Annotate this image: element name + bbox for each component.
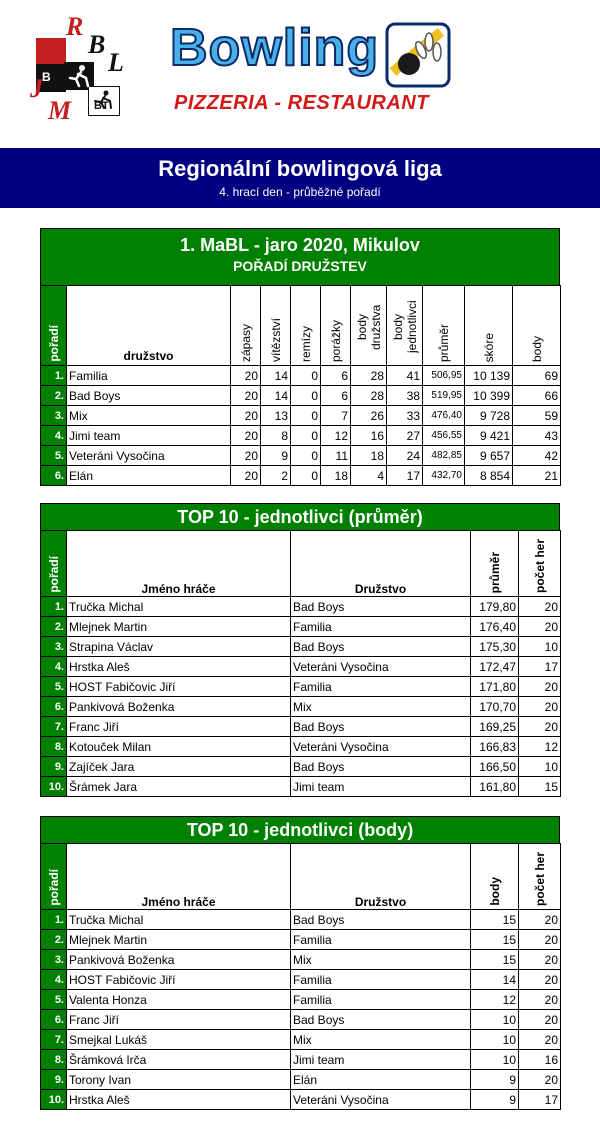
average-cell: 432,70 — [423, 466, 465, 486]
player-name-cell: HOST Fabičovic Jiří — [67, 677, 291, 697]
points-cell: 42 — [513, 446, 561, 466]
player-row — [41, 930, 561, 950]
player-row — [41, 1010, 561, 1030]
games-count-cell: 20 — [519, 1030, 561, 1050]
games-cell: 20 — [231, 426, 261, 446]
losses-cell: 7 — [321, 406, 351, 426]
top-points-rows — [41, 910, 561, 1110]
rank-cell: 1. — [41, 597, 67, 617]
games-count-cell: 17 — [519, 1090, 561, 1110]
team-name-cell: Veteráni Vysočina — [67, 446, 231, 466]
value-cell: 9 — [471, 1070, 519, 1090]
games-cell: 20 — [231, 386, 261, 406]
draws-cell: 0 — [291, 466, 321, 486]
wins-cell: 13 — [261, 406, 291, 426]
rank-header — [41, 531, 67, 597]
player-row — [41, 637, 561, 657]
team-cell: Bad Boys — [291, 637, 471, 657]
player-row — [41, 1050, 561, 1070]
average-header — [423, 286, 465, 366]
bowling-pizzeria-logo — [170, 20, 460, 120]
wins-cell: 14 — [261, 366, 291, 386]
score-cell: 9 421 — [465, 426, 513, 446]
value-cell: 166,50 — [471, 757, 519, 777]
individual-points-cell: 33 — [387, 406, 423, 426]
points-header — [471, 844, 519, 910]
team-name-cell: Bad Boys — [67, 386, 231, 406]
rank-cell: 9. — [41, 1070, 67, 1090]
header-logos — [0, 0, 600, 140]
score-cell: 9 657 — [465, 446, 513, 466]
games-count-header-text: počet her — [532, 538, 547, 593]
player-name-cell: Valenta Honza — [67, 990, 291, 1010]
top-points-header-row — [41, 844, 561, 910]
team-points-cell: 28 — [351, 386, 387, 406]
value-cell: 166,83 — [471, 737, 519, 757]
team-points-cell: 18 — [351, 446, 387, 466]
team-name-header-text: družstvo — [123, 349, 174, 363]
points-header — [513, 286, 561, 366]
individual-points-header — [387, 286, 423, 366]
player-row — [41, 717, 561, 737]
competition-title: 1. MaBL - jaro 2020, Mikulov — [180, 235, 420, 255]
team-cell: Veteráni Vysočina — [291, 737, 471, 757]
team-cell: Familia — [291, 990, 471, 1010]
rank-cell: 4. — [41, 426, 67, 446]
team-name-cell: Familia — [67, 366, 231, 386]
rank-cell: 4. — [41, 970, 67, 990]
team-header — [291, 844, 471, 910]
losses-header — [321, 286, 351, 366]
games-count-cell: 15 — [519, 777, 561, 797]
draws-cell: 0 — [291, 386, 321, 406]
player-name-cell: Hrstka Aleš — [67, 1090, 291, 1110]
average-header-text: průměr — [436, 323, 451, 362]
team-cell: Bad Boys — [291, 717, 471, 737]
team-standings-section — [40, 228, 560, 486]
pizzeria-restaurant-text: PIZZERIA - RESTAURANT — [174, 92, 429, 114]
value-cell: 10 — [471, 1030, 519, 1050]
individual-points-cell: 38 — [387, 386, 423, 406]
player-row — [41, 597, 561, 617]
score-cell: 9 728 — [465, 406, 513, 426]
games-count-cell: 16 — [519, 1050, 561, 1070]
average-header-text: průměr — [487, 551, 502, 593]
value-cell: 9 — [471, 1090, 519, 1110]
team-row — [41, 446, 561, 466]
player-row — [41, 1090, 561, 1110]
logo-letter-r: R — [66, 12, 84, 41]
team-name-cell: Mix — [67, 406, 231, 426]
games-cell: 20 — [231, 466, 261, 486]
rank-header-text: pořadí — [46, 869, 61, 906]
player-name-cell: Tručka Michal — [67, 910, 291, 930]
team-cell: Bad Boys — [291, 1010, 471, 1030]
player-name-header-text: Jméno hráče — [141, 582, 216, 596]
team-rows — [41, 366, 561, 486]
score-cell: 10 399 — [465, 386, 513, 406]
rank-cell: 1. — [41, 366, 67, 386]
rank-cell: 2. — [41, 930, 67, 950]
rank-cell: 9. — [41, 757, 67, 777]
games-count-cell: 20 — [519, 1010, 561, 1030]
player-name-cell: Zajíček Jara — [67, 757, 291, 777]
bowler-figure-icon — [66, 64, 92, 90]
rank-cell: 5. — [41, 446, 67, 466]
player-name-header — [67, 531, 291, 597]
losses-cell: 18 — [321, 466, 351, 486]
rank-cell: 3. — [41, 950, 67, 970]
individual-points-cell: 24 — [387, 446, 423, 466]
player-name-cell: Kotouček Milan — [67, 737, 291, 757]
player-name-cell: HOST Fabičovic Jiří — [67, 970, 291, 990]
team-cell: Familia — [291, 677, 471, 697]
player-row — [41, 990, 561, 1010]
rank-cell: 3. — [41, 637, 67, 657]
value-cell: 175,30 — [471, 637, 519, 657]
team-header-row — [41, 286, 561, 366]
rank-cell: 1. — [41, 910, 67, 930]
top-points-title: TOP 10 - jednotlivci (body) — [40, 816, 560, 843]
games-count-cell: 20 — [519, 677, 561, 697]
points-cell: 66 — [513, 386, 561, 406]
points-cell: 43 — [513, 426, 561, 446]
points-cell: 59 — [513, 406, 561, 426]
player-row — [41, 910, 561, 930]
rank-cell: 6. — [41, 697, 67, 717]
team-cell: Bad Boys — [291, 757, 471, 777]
team-row — [41, 406, 561, 426]
top-average-rows — [41, 597, 561, 797]
rank-cell: 8. — [41, 1050, 67, 1070]
team-points-cell: 4 — [351, 466, 387, 486]
value-cell: 171,80 — [471, 677, 519, 697]
player-row — [41, 777, 561, 797]
team-header-text: Družstvo — [354, 895, 407, 909]
games-count-cell: 20 — [519, 617, 561, 637]
games-count-cell: 20 — [519, 697, 561, 717]
rank-cell: 6. — [41, 466, 67, 486]
rank-cell: 2. — [41, 617, 67, 637]
rank-header — [41, 286, 67, 366]
games-count-cell: 20 — [519, 910, 561, 930]
losses-cell: 6 — [321, 386, 351, 406]
rank-cell: 7. — [41, 717, 67, 737]
games-header-text: zápasy — [238, 323, 253, 362]
losses-cell: 11 — [321, 446, 351, 466]
player-name-cell: Strapina Václav — [67, 637, 291, 657]
losses-cell: 12 — [321, 426, 351, 446]
games-count-header — [519, 531, 561, 597]
team-row — [41, 366, 561, 386]
points-cell: 21 — [513, 466, 561, 486]
league-banner — [0, 148, 600, 208]
player-name-cell: Pankivová Boženka — [67, 950, 291, 970]
individual-points-header-text: body jednotlivci — [390, 300, 419, 354]
draws-cell: 0 — [291, 406, 321, 426]
rbl-jm-logo — [30, 14, 130, 124]
games-cell: 20 — [231, 446, 261, 466]
rank-cell: 5. — [41, 677, 67, 697]
wins-header-text: vítězství — [268, 317, 283, 362]
games-cell: 20 — [231, 366, 261, 386]
value-cell: 176,40 — [471, 617, 519, 637]
player-name-header — [67, 844, 291, 910]
player-name-cell: Šrámková Irča — [67, 1050, 291, 1070]
games-count-cell: 17 — [519, 657, 561, 677]
value-cell: 10 — [471, 1010, 519, 1030]
team-cell: Familia — [291, 617, 471, 637]
value-cell: 10 — [471, 1050, 519, 1070]
team-cell: Mix — [291, 950, 471, 970]
player-row — [41, 1070, 561, 1090]
value-cell: 172,47 — [471, 657, 519, 677]
rank-cell: 8. — [41, 737, 67, 757]
individual-points-cell: 17 — [387, 466, 423, 486]
games-count-cell: 20 — [519, 950, 561, 970]
logo-letter-j: J — [30, 74, 43, 103]
losses-header-text: porážky — [328, 319, 343, 362]
games-cell: 20 — [231, 406, 261, 426]
team-cell: Jimi team — [291, 777, 471, 797]
team-cell: Veteráni Vysočina — [291, 1090, 471, 1110]
wins-header — [261, 286, 291, 366]
player-name-cell: Pankivová Boženka — [67, 697, 291, 717]
draws-header — [291, 286, 321, 366]
rank-cell: 4. — [41, 657, 67, 677]
score-header — [465, 286, 513, 366]
team-standings-subtitle: POŘADÍ DRUŽSTEV — [233, 258, 367, 274]
player-name-cell: Franc Jiří — [67, 1010, 291, 1030]
top-average-section — [40, 503, 560, 797]
rank-cell: 10. — [41, 1090, 67, 1110]
score-header-text: skóre — [481, 332, 496, 362]
average-cell: 519,95 — [423, 386, 465, 406]
draws-cell: 0 — [291, 426, 321, 446]
player-row — [41, 1030, 561, 1050]
player-row — [41, 617, 561, 637]
value-cell: 170,70 — [471, 697, 519, 717]
player-row — [41, 697, 561, 717]
player-name-cell: Mlejnek Martin — [67, 930, 291, 950]
logo-sub-b: B — [42, 70, 51, 84]
value-cell: 161,80 — [471, 777, 519, 797]
rank-cell: 5. — [41, 990, 67, 1010]
player-name-cell: Mlejnek Martin — [67, 617, 291, 637]
team-header-text: Družstvo — [354, 582, 407, 596]
team-points-cell: 16 — [351, 426, 387, 446]
individual-points-cell: 41 — [387, 366, 423, 386]
player-name-cell: Smejkal Lukáš — [67, 1030, 291, 1050]
team-cell: Elán — [291, 1070, 471, 1090]
team-row — [41, 466, 561, 486]
points-header-text: body — [529, 335, 544, 362]
logo-red-square — [36, 38, 66, 66]
team-name-cell: Elán — [67, 466, 231, 486]
player-name-header-text: Jméno hráče — [141, 895, 216, 909]
team-cell: Familia — [291, 930, 471, 950]
games-count-header — [519, 844, 561, 910]
player-name-cell: Hrstka Aleš — [67, 657, 291, 677]
rank-cell: 6. — [41, 1010, 67, 1030]
rank-cell: 7. — [41, 1030, 67, 1050]
wins-cell: 9 — [261, 446, 291, 466]
team-cell: Jimi team — [291, 1050, 471, 1070]
team-cell: Mix — [291, 1030, 471, 1050]
wins-cell: 2 — [261, 466, 291, 486]
value-cell: 14 — [471, 970, 519, 990]
player-row — [41, 950, 561, 970]
logo-letter-m: M — [48, 96, 72, 125]
player-name-cell: Tručka Michal — [67, 597, 291, 617]
league-subtitle: 4. hrací den - průběžné pořadí — [219, 185, 381, 199]
player-row — [41, 737, 561, 757]
team-row — [41, 386, 561, 406]
average-cell: 456,55 — [423, 426, 465, 446]
score-cell: 10 139 — [465, 366, 513, 386]
rank-header — [41, 844, 67, 910]
games-count-cell: 20 — [519, 970, 561, 990]
player-row — [41, 970, 561, 990]
player-row — [41, 757, 561, 777]
draws-header-text: remízy — [298, 326, 313, 362]
top-points-table — [40, 843, 561, 1110]
games-count-cell: 20 — [519, 717, 561, 737]
team-cell: Mix — [291, 697, 471, 717]
value-cell: 169,25 — [471, 717, 519, 737]
points-cell: 69 — [513, 366, 561, 386]
runner-figure-icon — [92, 90, 114, 110]
player-row — [41, 677, 561, 697]
bowling-pins-icon — [385, 22, 451, 88]
average-header — [471, 531, 519, 597]
value-cell: 15 — [471, 950, 519, 970]
top-average-table — [40, 530, 561, 797]
top-average-title: TOP 10 - jednotlivci (průměr) — [40, 503, 560, 530]
value-cell: 12 — [471, 990, 519, 1010]
games-count-cell: 12 — [519, 737, 561, 757]
games-count-cell: 10 — [519, 637, 561, 657]
player-name-cell: Torony Ivan — [67, 1070, 291, 1090]
team-name-cell: Jimi team — [67, 426, 231, 446]
team-cell: Familia — [291, 970, 471, 990]
team-header — [291, 531, 471, 597]
wins-cell: 14 — [261, 386, 291, 406]
value-cell: 179,80 — [471, 597, 519, 617]
logo-letter-l: L — [108, 48, 124, 77]
team-points-header — [351, 286, 387, 366]
individual-points-cell: 27 — [387, 426, 423, 446]
average-cell: 476,40 — [423, 406, 465, 426]
wins-cell: 8 — [261, 426, 291, 446]
rank-header-text: pořadí — [46, 325, 61, 362]
team-points-cell: 28 — [351, 366, 387, 386]
rank-cell: 2. — [41, 386, 67, 406]
top-points-section — [40, 816, 560, 1110]
team-row — [41, 426, 561, 446]
draws-cell: 0 — [291, 446, 321, 466]
value-cell: 15 — [471, 930, 519, 950]
games-count-cell: 20 — [519, 1070, 561, 1090]
team-points-header-text: body družstva — [354, 304, 383, 350]
team-standings-header — [40, 228, 560, 285]
games-count-cell: 20 — [519, 990, 561, 1010]
games-header — [231, 286, 261, 366]
draws-cell: 0 — [291, 366, 321, 386]
rank-header-text: pořadí — [46, 556, 61, 593]
player-name-cell: Šrámek Jara — [67, 777, 291, 797]
games-count-header-text: počet her — [532, 851, 547, 906]
team-name-header — [67, 286, 231, 366]
average-cell: 506,95 — [423, 366, 465, 386]
value-cell: 15 — [471, 910, 519, 930]
team-cell: Bad Boys — [291, 910, 471, 930]
player-row — [41, 657, 561, 677]
logo-letter-b: B — [88, 30, 106, 59]
games-count-cell: 10 — [519, 757, 561, 777]
team-cell: Bad Boys — [291, 597, 471, 617]
average-cell: 482,85 — [423, 446, 465, 466]
rank-cell: 3. — [41, 406, 67, 426]
team-cell: Veteráni Vysočina — [291, 657, 471, 677]
points-header-text: body — [487, 877, 502, 906]
bowling-word: Bowling — [170, 19, 380, 77]
league-title: Regionální bowlingová liga — [158, 156, 442, 181]
player-name-cell: Franc Jiří — [67, 717, 291, 737]
top-average-header-row — [41, 531, 561, 597]
rank-cell: 10. — [41, 777, 67, 797]
team-points-cell: 26 — [351, 406, 387, 426]
games-count-cell: 20 — [519, 930, 561, 950]
team-standings-table — [40, 285, 561, 486]
score-cell: 8 854 — [465, 466, 513, 486]
games-count-cell: 20 — [519, 597, 561, 617]
logo-sub-bt: BT — [94, 100, 109, 112]
losses-cell: 6 — [321, 366, 351, 386]
